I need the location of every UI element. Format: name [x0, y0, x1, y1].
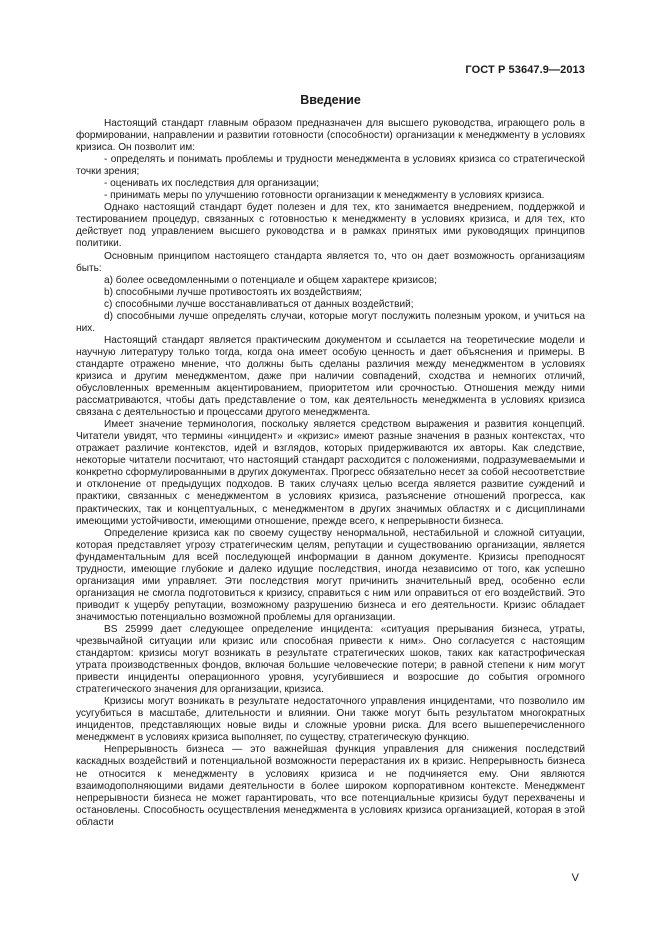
paragraph: Кризисы могут возникать в результате недостаточного управления инцидентами, что позволило им усугубиться в масштабе, длительности и влиянии. Они также могут быть результатом многократных инцидентов, представляющих новые виды и сложные уровни риска. Для всего вышеперечисленного менеджмент в условиях кризиса выполняет, по существу, стратегическую функцию. — [76, 696, 585, 744]
list-item: - оценивать их последствия для организации; — [104, 178, 319, 190]
paragraph: BS 25999 дает следующее определение инцидента: «ситуация прерывания бизнеса, утраты, чрезвычайной ситуации или кризис или способная привести к ним». Оно согласуется с настоящим стандартом: кризисы могут возникать в результате стратегических шоков, таких как катастрофическая утрата производственных фондов, включая большие человеческие потери; в равной степени к ним могут привести инциденты операционного уровня, усугубившиеся и возросшие до события огромного стратегического значения для организации, кризиса. — [76, 623, 585, 696]
paragraph: Настоящий стандарт является практическим документом и ссылается на теоретические модели и научную литературу только тогда, когда она имеет особую ценность и дает объяснения и примеры. В стандарте отражено мнение, что должны быть сделаны различия между менеджментом в условиях кризиса и другим менеджментом, даже при наличии совпадений, сходства и немногих отличий, обусловленных временным акцентированием, приоритетом или срочностью. Отношения между ними рассматриваются, чтобы дать представление о том, как деятельность менеджмента в условиях кризиса связана с деятельностью и процессами другого менеджмента. — [76, 334, 585, 419]
list-item: a) более осведомленными о потенциале и общем характере кризисов; — [104, 274, 437, 286]
paragraph: Однако настоящий стандарт будет полезен и для тех, кто занимается внедрением, поддержкой и тестированием процедур, связанных с готовностью к менеджменту в условиях кризиса, и для тех, кто действует под управлением высшего руководства и в рамках принятых ими руководящих принципов политики. — [76, 202, 585, 250]
list-item: - принимать меры по улучшению готовности организации к менеджменту в условиях кризиса. — [104, 190, 545, 202]
list-item: - определять и понимать проблемы и трудности менеджмента в условиях кризиса со стратегической точки зрения; — [76, 154, 585, 178]
paragraph: Основным принципом настоящего стандарта является то, что он дает возможность организациям быть: — [76, 250, 585, 274]
list-item: d) способными лучше определять случаи, которые могут послужить полезным уроком, и учиться на них. — [76, 310, 585, 334]
list-item: c) способными лучше восстанавливаться от данных воздействий; — [104, 298, 414, 310]
standard-code: ГОСТ Р 53647.9—2013 — [465, 64, 585, 76]
paragraph: Имеет значение терминология, поскольку является средством выражения и развития концепций. Читатели увидят, что термины «инцидент» и «кризис» имеют разные значения в разных контекстах, что отражает различие контекстов, идей и взглядов, которых придерживаются их авторы. Как следствие, некоторые читатели посчитают, что настоящий стандарт расходится с положениями, подразумеваемыми и конкретно сформулированными в других документах. Прогресс обязательно несет за собой несоответствие и отклонение от предыдущих подходов. В таких случаях целью всегда является развитие суждений и практики, связанных с менеджментом в условиях кризиса, разъяснение отношений прогресса, как практических, так и концептуальных, с менеджментом в других значимых областях и с дисциплинами имеющими устойчивости, имеющими отношение, прежде всего, к непрерывности бизнеса. — [76, 419, 585, 527]
section-title: Введение — [300, 93, 361, 107]
paragraph: Настоящий стандарт главным образом предназначен для высшего руководства, играющего роль в формировании, направлении и развитии готовности (способности) организации к менеджменту в условиях кризиса. Он позволит им: — [76, 118, 585, 154]
body-text — [76, 118, 585, 829]
list-item: b) способными лучше противостоять их воздействиям; — [104, 286, 362, 298]
paragraph: Определение кризиса как по своему существу ненормальной, нестабильной и сложной ситуации, которая представляет угрозу стратегическим целям, репутации и существованию организации, является фундаментальным для всей последующей информации в данном документе. Кризисы преподносят трудности, имеющие глубокие и далеко идущие последствия, иногда независимо от того, как успешно организация ими управляет. Эти последствия могут причинить значительный вред, особенно если организация не смогла подготовиться к кризису, справиться с ним или оправиться от его воздействий. Это приводит к ущербу репутации, возможному разрушению бизнеса и его деятельности. Кризис обладает значимостью потенциально возможной проблемы для организации. — [76, 527, 585, 623]
page-number: V — [571, 872, 579, 884]
paragraph: Непрерывность бизнеса — это важнейшая функция управления для снижения последствий каскадных воздействий и потенциальной возможности перерастания их в кризис. Непрерывность бизнеса не относится к менеджменту в условиях кризиса и не подчиняется ему. Они являются взаимодополняющими видами деятельности в более широком корпоративном контексте. Менеджмент непрерывности бизнеса не может гарантировать, что все потенциальные кризисы будут перехвачены и остановлены. Способность осуществления менеджмента в условиях кризиса организацией, которая в этой области — [76, 744, 585, 828]
